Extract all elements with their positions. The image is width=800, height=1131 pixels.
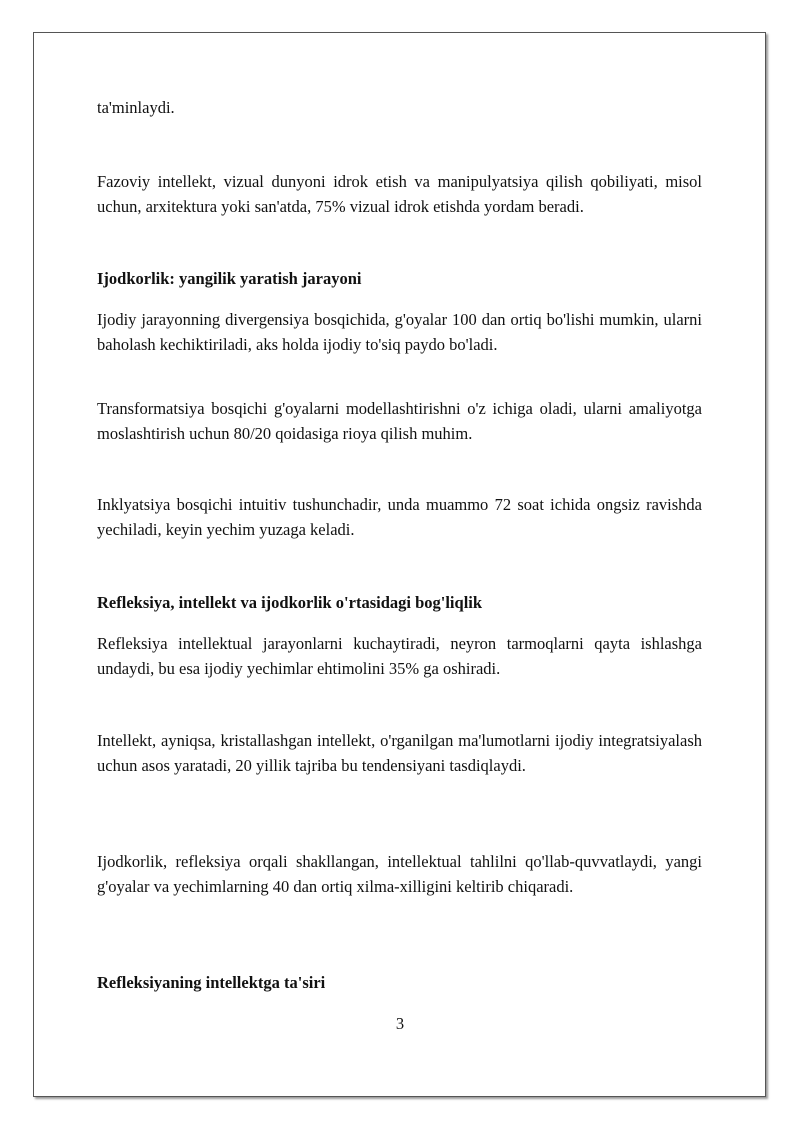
paragraph-reflection-enhances: Refleksiya intellektual jarayonlarni kuchaytiradi, neyron tarmoqlarni qayta ishlashga undaydi, bu esa ijodiy yechimlar ehtimolini 35% ga oshiradi.	[97, 634, 702, 678]
paragraph-incubation-stage: Inklyatsiya bosqichi intuitiv tushunchadir, unda muammo 72 soat ichida ongsiz ravishda yechiladi, keyin yechim yuzaga keladi.	[97, 495, 702, 539]
paragraph-continuation: ta'minlaydi.	[97, 98, 175, 117]
paragraph-transformation-stage: Transformatsiya bosqichi g'oyalarni modellashtirishni o'z ichiga oladi, ularni amaliyotga moslashtirish uchun 80/20 qoidasiga rioya qilish muhim.	[97, 399, 702, 443]
section-heading-reflection-impact: Refleksiyaning intellektga ta'siri	[97, 973, 326, 992]
paragraph-spatial-intelligence: Fazoviy intellekt, vizual dunyoni idrok etish va manipulyatsiya qilish qobiliyati, misol uchun, arxitektura yoki san'atda, 75% vizual idrok etishda yordam beradi.	[97, 172, 702, 216]
section-heading-relationship: Refleksiya, intellekt va ijodkorlik o'rtasidagi bog'liqlik	[97, 593, 483, 612]
page-number: 3	[395, 1014, 405, 1033]
paragraph-divergence-stage: Ijodiy jarayonning divergensiya bosqichida, g'oyalar 100 dan ortiq bo'lishi mumkin, ularni baholash kechiktiriladi, aks holda ijodiy to'siq paydo bo'ladi.	[97, 310, 702, 354]
section-heading-creativity: Ijodkorlik: yangilik yaratish jarayoni	[97, 269, 362, 288]
paragraph-crystallized-intelligence: Intellekt, ayniqsa, kristallashgan intellekt, o'rganilgan ma'lumotlarni ijodiy integratsiyalash uchun asos yaratadi, 20 yillik tajriba bu tendensiyani tasdiqlaydi.	[97, 731, 702, 775]
paragraph-creativity-reflection: Ijodkorlik, refleksiya orqali shakllangan, intellektual tahlilni qo'llab-quvvatlaydi, yangi g'oyalar va yechimlarning 40 dan ortiq xilma-xilligini keltirib chiqaradi.	[97, 852, 702, 896]
